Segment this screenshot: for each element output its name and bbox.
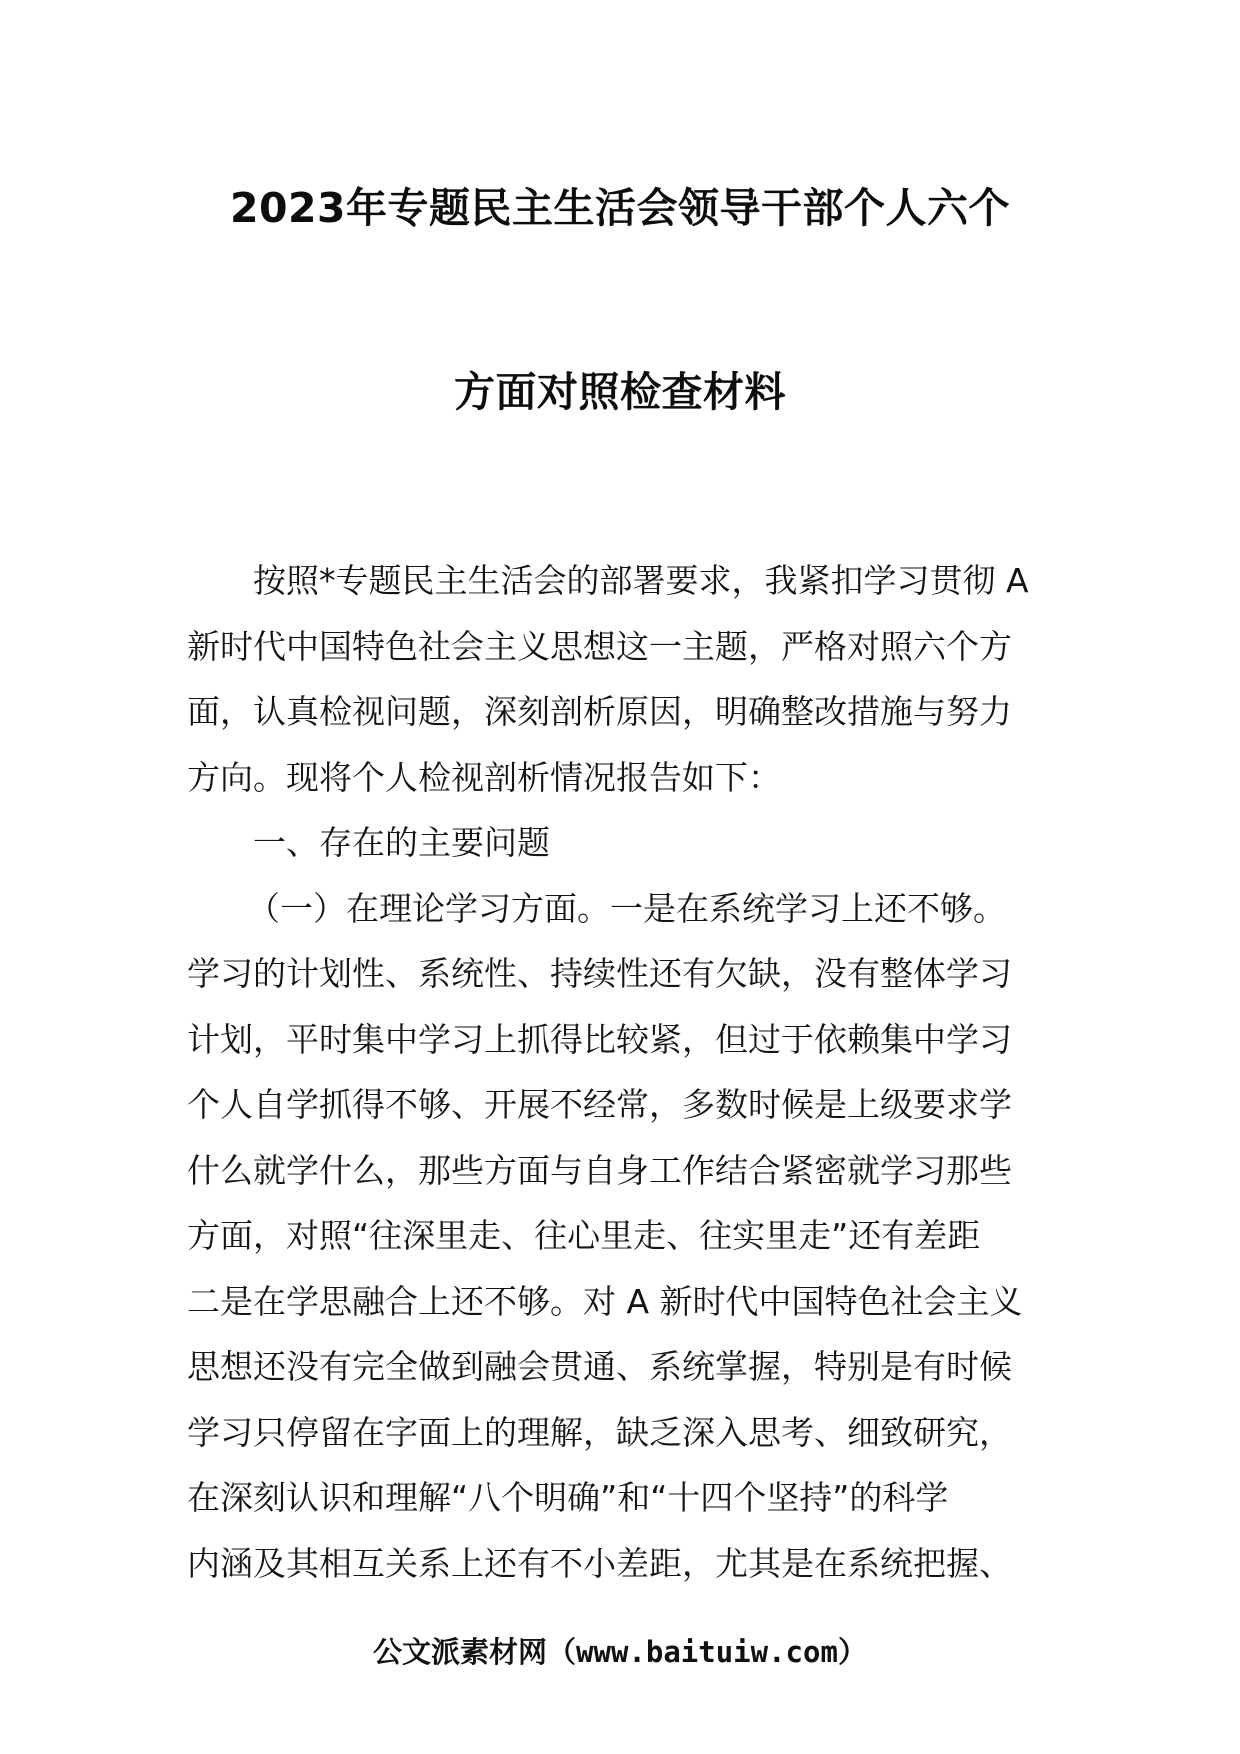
body-line: 内涵及其相互关系上还有不小差距，尤其是在系统把握、 <box>187 1543 1012 1583</box>
body-line: 按照*专题民主生活会的部署要求，我紧扣学习贯彻 A <box>253 561 1029 600</box>
footer-site-link[interactable]: www.baituiw.com <box>576 1635 838 1669</box>
footer-prefix: 公文派素材网（ <box>373 1635 577 1669</box>
body-line: 个人自学抓得不够、开展不经常，多数时候是上级要求学 <box>187 1085 1012 1124</box>
section-heading: 一、存在的主要问题 <box>253 823 550 862</box>
page-footer <box>0 1632 1240 1672</box>
document-title-line-1: 2023年专题民主生活会领导干部个人六个 <box>229 184 1011 232</box>
footer-suffix: ） <box>837 1635 867 1669</box>
body-line: 学习只停留在字面上的理解，缺乏深入思考、细致研究， <box>187 1412 1012 1452</box>
body-line: 在深刻认识和理解“八个明确”和“十四个坚持”的科学 <box>187 1478 949 1517</box>
body-line: 面，认真检视问题，深刻剖析原因，明确整改措施与努力 <box>187 692 1012 731</box>
body-line: 计划，平时集中学习上抓得比较紧，但过于依赖集中学习 <box>187 1019 1012 1059</box>
body-line: 思想还没有完全做到融会贯通、系统掌握，特别是有时候 <box>187 1347 1012 1386</box>
document-body <box>187 548 1057 1596</box>
body-line: 新时代中国特色社会主义思想这一主题，严格对照六个方 <box>187 626 1012 666</box>
body-line: 二是在学思融合上还不够。对 A 新时代中国特色社会主义 <box>187 1281 1023 1321</box>
body-line: 什么就学什么，那些方面与自身工作结合紧密就学习那些 <box>187 1150 1012 1190</box>
body-line: 方向。现将个人检视剖析情况报告如下： <box>187 757 781 797</box>
body-line: 方面，对照“往深里走、往心里走、往实里走”还有差距 <box>187 1216 981 1255</box>
document-title-line-2: 方面对照检查材料 <box>454 368 786 416</box>
subsection-heading: （一）在理论学习方面。一是在系统学习上还不够。 <box>247 888 1006 928</box>
body-line: 学习的计划性、系统性、持续性还有欠缺，没有整体学习 <box>187 954 1012 993</box>
